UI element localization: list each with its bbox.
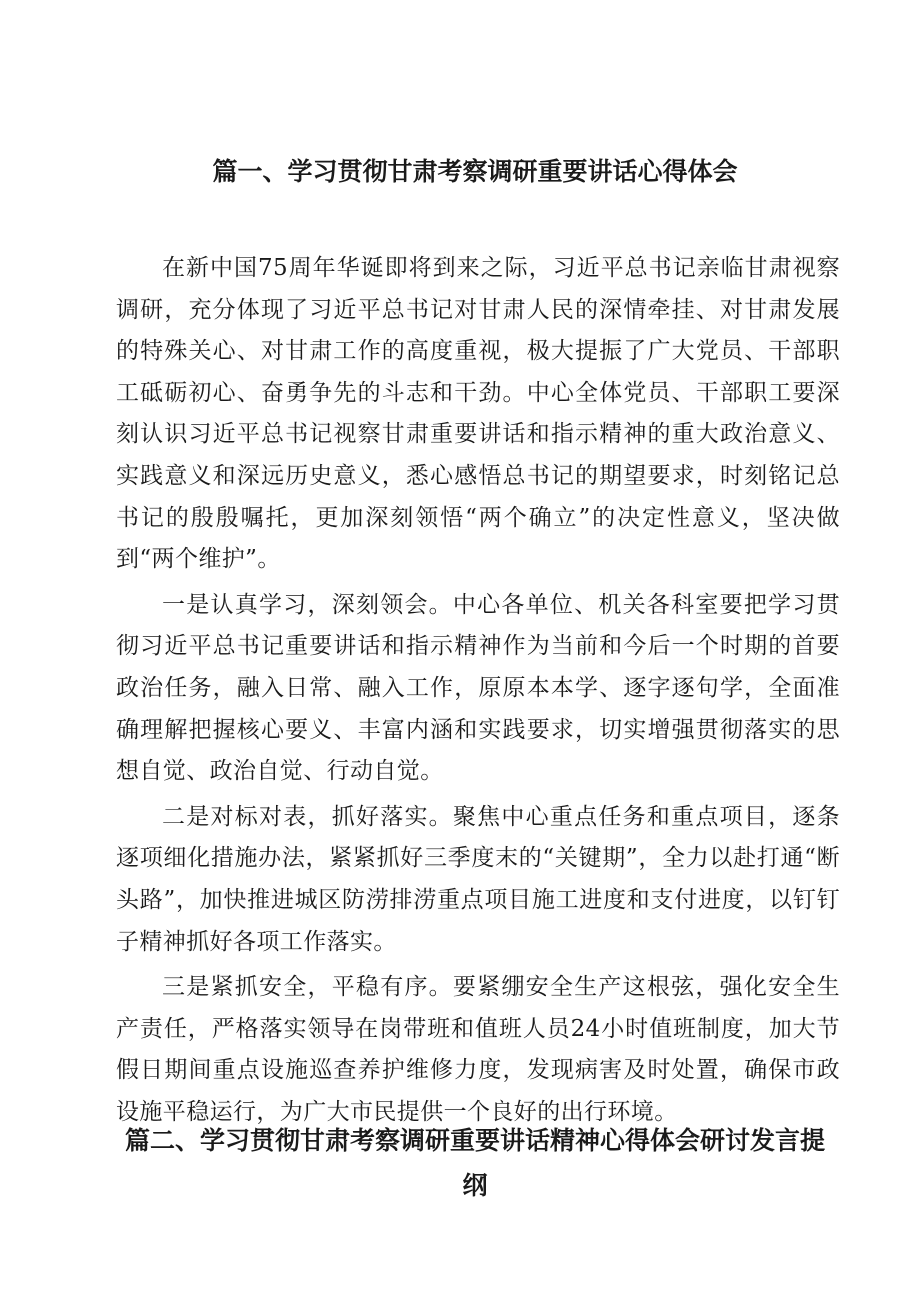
section-title-1: 篇一、学习贯彻甘肃考察调研重要讲话心得体会 [212, 157, 738, 186]
section-body-1 [116, 248, 840, 1133]
paragraph-point-2: 二是对标对表，抓好落实。聚焦中心重点任务和重点项目，逐条逐项细化措施办法，紧紧抓好三季度末的“关键期”，全力以赴打通“断头路”，加快推进城区防涝排涝重点项目施工进度和支付进度，以钉钉子精神抓好各项工作落实。 [116, 803, 840, 955]
paragraph-point-1: 一是认真学习，深刻领会。中心各单位、机关各科室要把学习贯彻习近平总书记重要讲话和指示精神作为当前和今后一个时期的首要政治任务，融入日常、融入工作，原原本本学、逐字逐句学，全面准确理解把握核心要义、丰富内涵和实践要求，切实增强贯彻落实的思想自觉、政治自觉、行动自觉。 [116, 591, 840, 785]
section-title-2: 篇二、学习贯彻甘肃考察调研重要讲话精神心得体会研讨发言提纲 [124, 1126, 825, 1200]
paragraph-intro: 在新中国75周年华诞即将到来之际，习近平总书记亲临甘肃视察调研，充分体现了习近平总书记对甘肃人民的深情牵挂、对甘肃发展的特殊关心、对甘肃工作的高度重视，极大提振了广大党员、干部职工砥砺初心、奋勇争先的斗志和干劲。中心全体党员、干部职工要深刻认识习近平总书记视察甘肃重要讲话和指示精神的重大政治意义、实践意义和深远历史意义，悉心感悟总书记的期望要求，时刻铭记总书记的殷殷嘱托，更加深刻领悟“两个确立”的决定性意义，坚决做到“两个维护”。 [116, 255, 840, 573]
paragraph-point-3: 三是紧抓安全，平稳有序。要紧绷安全生产这根弦，强化安全生产责任，严格落实领导在岗带班和值班人员24小时值班制度，加大节假日期间重点设施巡查养护维修力度，发现病害及时处置，确保市政设施平稳运行，为广大市民提供一个良好的出行环境。 [116, 974, 840, 1125]
